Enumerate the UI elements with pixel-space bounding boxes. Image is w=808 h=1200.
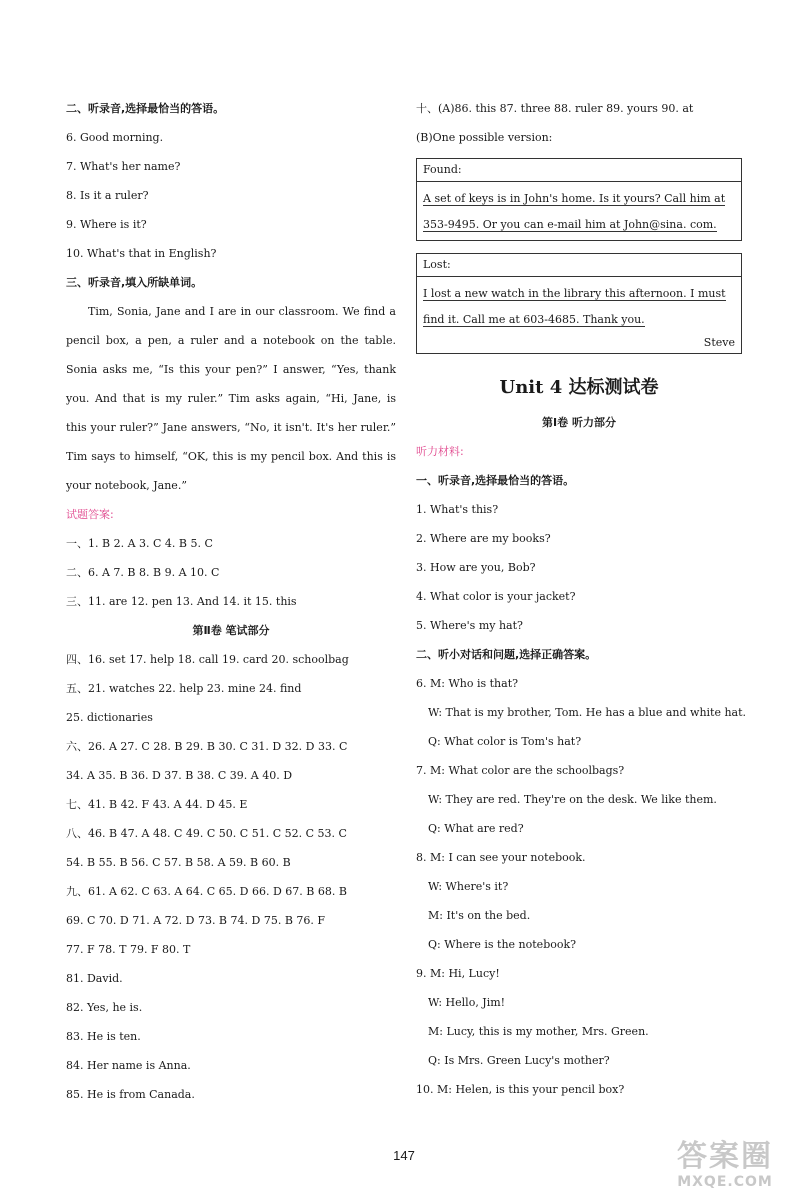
dialogue-line: 9. M: Hi, Lucy! bbox=[416, 967, 500, 980]
dialogue-line: 8. M: I can see your notebook. bbox=[416, 851, 586, 864]
answer-line: 四、16. set 17. help 18. call 19. card 20. schoolbag bbox=[66, 653, 349, 666]
question-item: 7. What's her name? bbox=[66, 160, 181, 173]
lost-line: I lost a new watch in the library this afternoon. I must bbox=[423, 287, 726, 300]
part-2-title: 第Ⅱ卷 笔试部分 bbox=[192, 624, 270, 637]
dialogue-line: Q: Where is the notebook? bbox=[428, 938, 577, 951]
listening-label: 听力材料: bbox=[416, 445, 464, 458]
question-item: 8. Is it a ruler? bbox=[66, 189, 149, 202]
question-item: 6. Good morning. bbox=[66, 131, 164, 144]
dialogue-line: W: They are red. They're on the desk. We like them. bbox=[428, 793, 717, 806]
watermark-logo bbox=[650, 1140, 800, 1196]
answer-line: 85. He is from Canada. bbox=[66, 1088, 195, 1101]
dialogue-line: Q: Is Mrs. Green Lucy's mother? bbox=[428, 1054, 610, 1067]
lost-notice bbox=[416, 253, 742, 354]
answers-label: 试题答案: bbox=[66, 508, 114, 521]
question-item: 1. What's this? bbox=[416, 503, 499, 516]
dialogue-line: 10. M: Helen, is this your pencil box? bbox=[416, 1083, 625, 1096]
found-label: Found: bbox=[417, 159, 741, 182]
section-2-title: 二、听小对话和问题,选择正确答案。 bbox=[416, 648, 597, 661]
answer-line: 84. Her name is Anna. bbox=[66, 1059, 191, 1072]
answer-line: 十、(A)86. this 87. three 88. ruler 89. yours 90. at bbox=[416, 102, 694, 115]
watermark-sub: MXQE.COM bbox=[677, 1174, 773, 1190]
section-2-title: 二、听录音,选择最恰当的答语。 bbox=[66, 102, 225, 115]
signature: Steve bbox=[703, 336, 735, 349]
answer-line: 六、26. A 27. C 28. B 29. B 30. C 31. D 32. D 33. C bbox=[66, 740, 348, 753]
dialogue-line: W: Hello, Jim! bbox=[428, 996, 506, 1009]
answer-line: 五、21. watches 22. help 23. mine 24. find bbox=[66, 682, 302, 695]
answer-line: 54. B 55. B 56. C 57. B 58. A 59. B 60. B bbox=[66, 856, 291, 869]
dialogue-line: Q: What are red? bbox=[428, 822, 524, 835]
dialogue-line: M: It's on the bed. bbox=[428, 909, 531, 922]
question-item: 3. How are you, Bob? bbox=[416, 561, 536, 574]
found-notice bbox=[416, 158, 742, 241]
answer-line: 七、41. B 42. F 43. A 44. D 45. E bbox=[66, 798, 248, 811]
dialogue-line: W: That is my brother, Tom. He has a blue and white hat. bbox=[428, 706, 747, 719]
answer-line: 25. dictionaries bbox=[66, 711, 153, 724]
question-item: 10. What's that in English? bbox=[66, 247, 217, 260]
dialogue-line: M: Lucy, this is my mother, Mrs. Green. bbox=[428, 1025, 649, 1038]
unit-title: Unit 4 达标测试卷 bbox=[499, 377, 659, 398]
found-line: A set of keys is in John's home. Is it yours? Call him at bbox=[423, 192, 726, 205]
section-1-title: 一、听录音,选择最恰当的答语。 bbox=[416, 474, 575, 487]
lost-label: Lost: bbox=[417, 254, 741, 277]
answer-line: 77. F 78. T 79. F 80. T bbox=[66, 943, 191, 956]
version-label: (B)One possible version: bbox=[416, 131, 553, 144]
right-column bbox=[416, 94, 747, 1104]
question-item: 4. What color is your jacket? bbox=[416, 590, 576, 603]
question-item: 5. Where's my hat? bbox=[416, 619, 523, 632]
section-3-title: 三、听录音,填入所缺单词。 bbox=[66, 276, 203, 289]
question-item: 2. Where are my books? bbox=[416, 532, 551, 545]
answer-line: 83. He is ten. bbox=[66, 1030, 141, 1043]
answer-line: 69. C 70. D 71. A 72. D 73. B 74. D 75. B 76. F bbox=[66, 914, 326, 927]
answer-line: 一、1. B 2. A 3. C 4. B 5. C bbox=[66, 537, 213, 550]
watermark-main: 答案圈 bbox=[677, 1139, 773, 1174]
lost-line: find it. Call me at 603-4685. Thank you. bbox=[423, 313, 645, 326]
dialogue-line: 6. M: Who is that? bbox=[416, 677, 519, 690]
answer-line: 九、61. A 62. C 63. A 64. C 65. D 66. D 67. B 68. B bbox=[66, 885, 347, 898]
answer-line: 81. David. bbox=[66, 972, 123, 985]
answer-line: 三、11. are 12. pen 13. And 14. it 15. this bbox=[66, 595, 297, 608]
dialogue-line: 7. M: What color are the schoolbags? bbox=[416, 764, 625, 777]
dialogue-line: W: Where's it? bbox=[428, 880, 509, 893]
page-number: 147 bbox=[393, 1148, 415, 1163]
left-column bbox=[66, 94, 396, 1109]
part-1-title: 第Ⅰ卷 听力部分 bbox=[542, 416, 616, 429]
listening-passage: Tim, Sonia, Jane and I are in our classroom. We find a pencil box, a pen, a ruler and a notebook on the table. Sonia asks me, “Is this your pen?” I answer, “Yes, thank you. And that is my ruler.” Tim asks again, “Hi, Jane, is this your ruler?” Jane answers, “No, it isn't. It's her ruler.” Tim says to himself, “OK, this is my pencil box. And this is your notebook, Jane.” bbox=[66, 305, 396, 492]
found-line: 353-9495. Or you can e-mail him at John@sina. com. bbox=[423, 218, 717, 231]
dialogue-line: Q: What color is Tom's hat? bbox=[428, 735, 582, 748]
question-item: 9. Where is it? bbox=[66, 218, 147, 231]
answer-line: 八、46. B 47. A 48. C 49. C 50. C 51. C 52. C 53. C bbox=[66, 827, 347, 840]
answer-line: 34. A 35. B 36. D 37. B 38. C 39. A 40. D bbox=[66, 769, 293, 782]
answer-line: 二、6. A 7. B 8. B 9. A 10. C bbox=[66, 566, 220, 579]
answer-line: 82. Yes, he is. bbox=[66, 1001, 143, 1014]
